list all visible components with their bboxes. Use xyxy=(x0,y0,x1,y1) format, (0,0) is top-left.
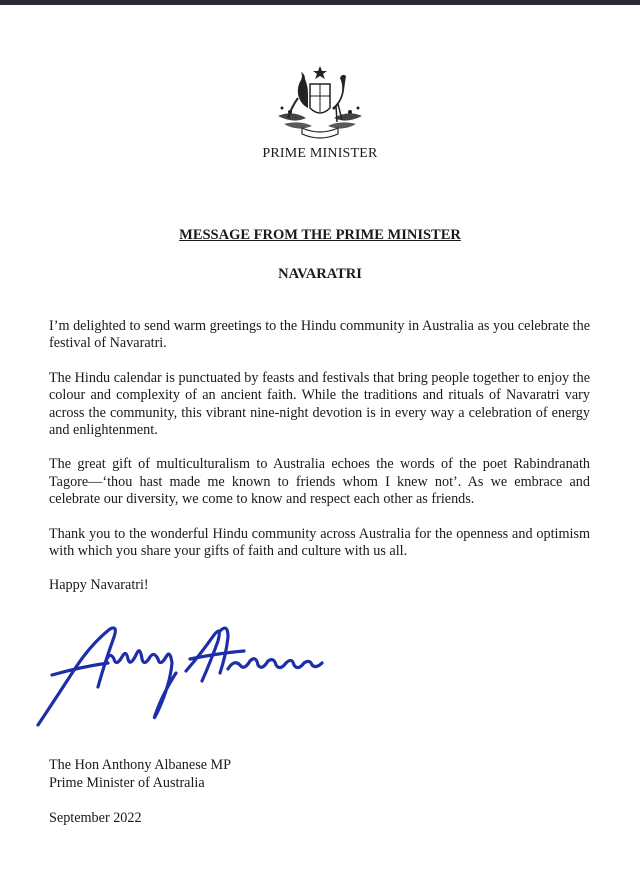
coat-of-arms-icon xyxy=(270,64,370,142)
signatory-name: The Hon Anthony Albanese MP xyxy=(49,757,232,773)
office-title: PRIME MINISTER xyxy=(262,146,378,161)
handwritten-signature xyxy=(30,615,330,735)
top-border-bar xyxy=(0,0,640,5)
letter-date: September 2022 xyxy=(49,810,142,826)
paragraph: The great gift of multiculturalism to Australia echoes the words of the poet Rabindranath Tagore—‘thou hast made me known to friends whom I knew not’. As we embrace and celebrate our diversity, we come to know and respect each other as friends. xyxy=(49,456,590,508)
letter-body xyxy=(49,318,590,612)
signatory-title: Prime Minister of Australia xyxy=(49,774,205,791)
paragraph: Thank you to the wonderful Hindu community across Australia for the openness and optimism with which you share your gifts of faith and culture with us all. xyxy=(49,525,590,560)
signature-block xyxy=(49,757,231,792)
paragraph: The Hindu calendar is punctuated by feasts and festivals that bring people together to enjoy the colour and complexity of an ancient faith. While the traditions and rituals of Navaratri vary across the community, this vibrant nine-night devotion is in every way a celebration of energy and enlightenment. xyxy=(49,369,590,439)
page-title: MESSAGE FROM THE PRIME MINISTER xyxy=(179,227,461,243)
closing-line: Happy Navaratri! xyxy=(49,577,149,594)
paragraph: I’m delighted to send warm greetings to the Hindu community in Australia as you celebrate the festival of Navaratri. xyxy=(49,318,590,352)
page-subtitle: NAVARATRI xyxy=(278,266,362,282)
